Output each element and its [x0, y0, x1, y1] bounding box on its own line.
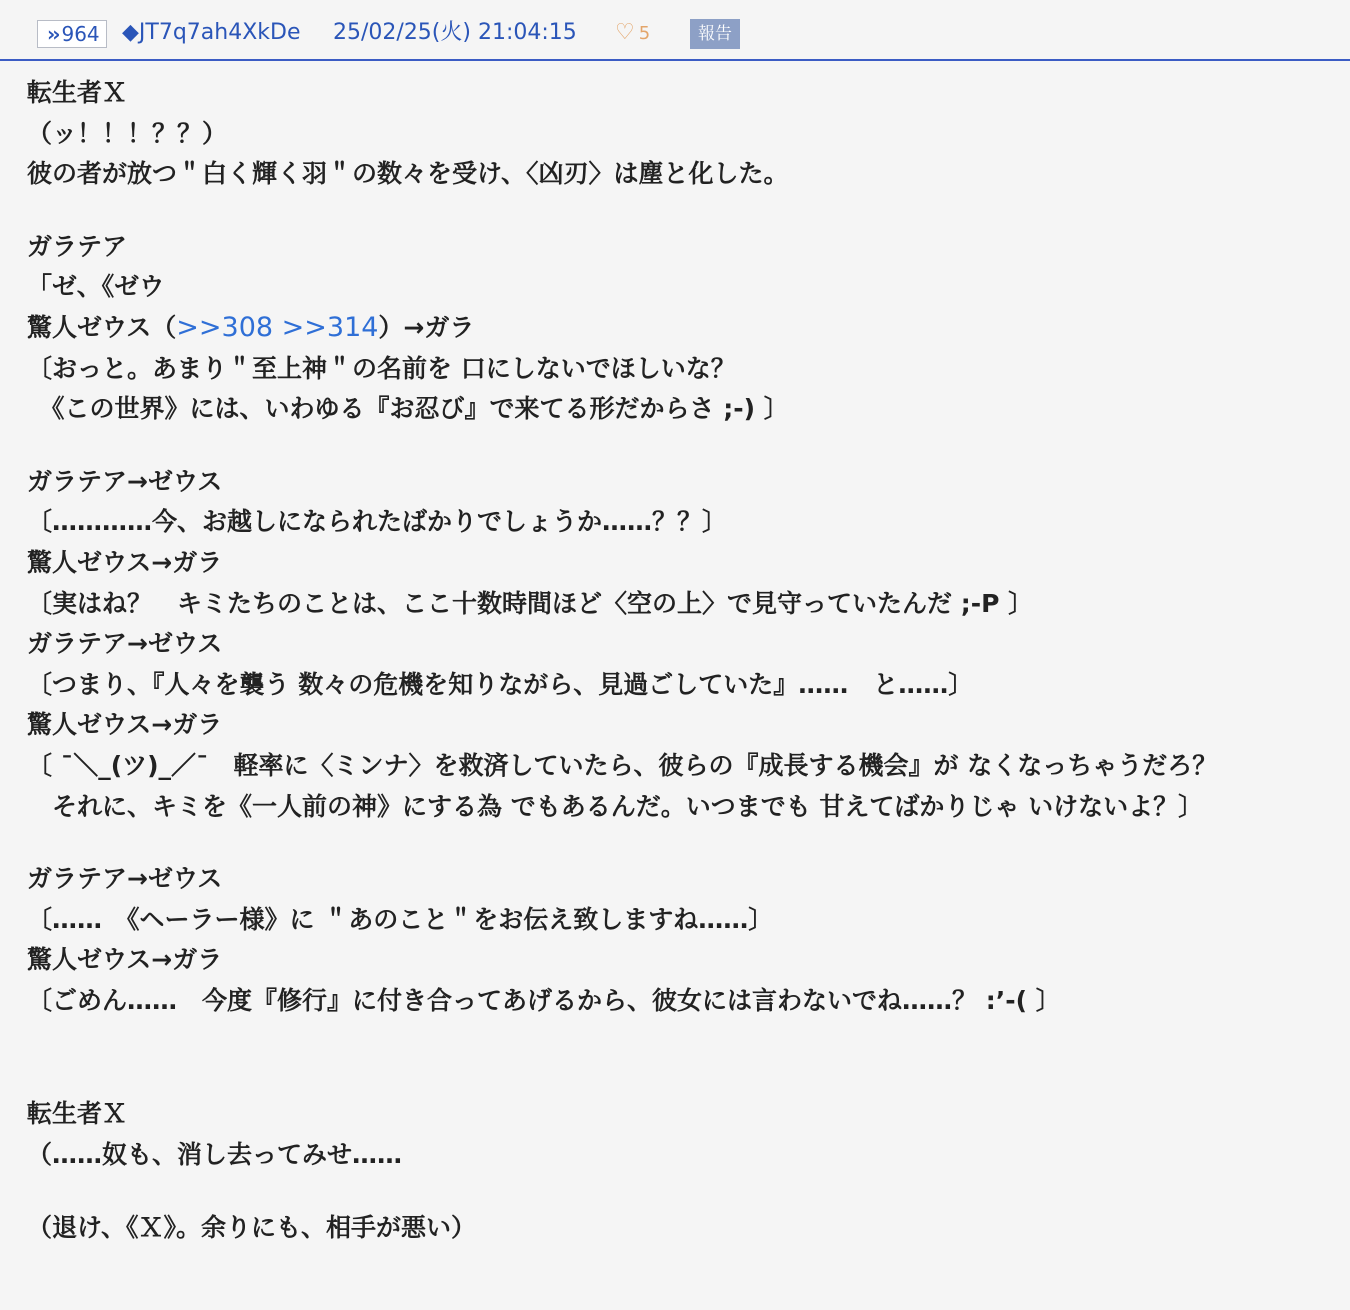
anchor-link-314[interactable]: >>314 — [281, 311, 379, 343]
speaker-name: 驚人ゼウス→ガラ — [27, 710, 223, 740]
spacer — [27, 1021, 1342, 1094]
speaker-name: 転生者Ｘ — [27, 78, 128, 107]
poster-id[interactable]: ◆JT7q7ah4XkDe — [122, 20, 301, 45]
speaker-name: 驚人ゼウス→ガラ — [27, 945, 223, 975]
heart-icon: ♡ — [615, 20, 635, 45]
speaker-name: ガラテア→ゼウス — [27, 629, 223, 659]
speaker-name: ガラテア — [27, 231, 128, 261]
spacer — [27, 430, 1342, 462]
speaker-name: ガラテア→ゼウス — [27, 466, 223, 496]
dialogue-line: それに、キミを《一人前の神》にする為 でもあるんだ。いつまでも 甘えてばかりじゃ いけないよ？〕 — [27, 791, 1204, 821]
speaker-name: 転生者Ｘ — [27, 1099, 128, 1129]
post-header — [0, 0, 1350, 61]
like-button[interactable] — [615, 16, 650, 51]
dialogue-line: 〔 ¯＼_(ツ)_／¯ 軽率に〈ミンナ〉を救済していたら、彼らの『成長する機会』が なくなっちゃうだろ？ — [27, 750, 1218, 780]
spacer — [27, 195, 1342, 227]
chevron-right-icon: ›› — [47, 22, 58, 46]
like-count: 5 — [638, 23, 651, 44]
speaker-line-with-anchors: 驚人ゼウス（>>308 >>314）→ガラ — [27, 311, 475, 343]
dialogue-line: 〔実はね？ キミたちのことは、ここ十数時間ほど〈空の上〉で見守っていたんだ ;-P 〕 — [27, 588, 1034, 618]
dialogue-line: （……奴も、消し去ってみせ…… — [27, 1140, 403, 1170]
reply-number-link[interactable]: ›› 964 — [37, 20, 107, 48]
dialogue-line: 〔…………今、お越しになられたばかりでしょうか……？？〕 — [27, 507, 728, 537]
post-body — [27, 73, 1342, 1248]
dialogue-line: 《この世界》には、いわゆる『お忍び』で来てる形だからさ ;-) 〕 — [27, 394, 789, 424]
report-button[interactable]: 報告 — [690, 19, 740, 49]
post-date: 25/02/25(火) 21:04:15 — [333, 20, 577, 45]
speaker-name: ガラテア→ゼウス — [27, 864, 223, 894]
spacer — [27, 827, 1342, 859]
dialogue-line: 〔ごめん…… 今度『修行』に付き合ってあげるから、彼女には言わないでね……？ :’-( 〕 — [27, 985, 1061, 1015]
dialogue-line: 〔おっと。あまり＂至上神＂の名前を 口にしないでほしいな？ — [27, 353, 736, 383]
narration-line: 彼の者が放つ＂白く輝く羽＂の数々を受け、〈凶刃〉は塵と化した。 — [27, 159, 789, 189]
dialogue-line: 〔…… 《ヘーラー様》に ＂あのこと＂をお伝え致しますね……〕 — [27, 904, 774, 934]
speaker-name: 驚人ゼウス→ガラ — [27, 547, 223, 577]
dialogue-line: 「ゼ、《ゼウ — [27, 272, 165, 302]
dialogue-line: （ッ！！！？？） — [27, 118, 228, 148]
dialogue-line: 〔つまり、『人々を襲う 数々の危機を知りながら、見過ごしていた』…… と……〕 — [27, 669, 974, 699]
anchor-link-308[interactable]: >>308 — [176, 311, 274, 343]
dialogue-line: （退け、《Ｘ》。余りにも、相手が悪い） — [27, 1212, 477, 1242]
spacer — [27, 1176, 1342, 1208]
